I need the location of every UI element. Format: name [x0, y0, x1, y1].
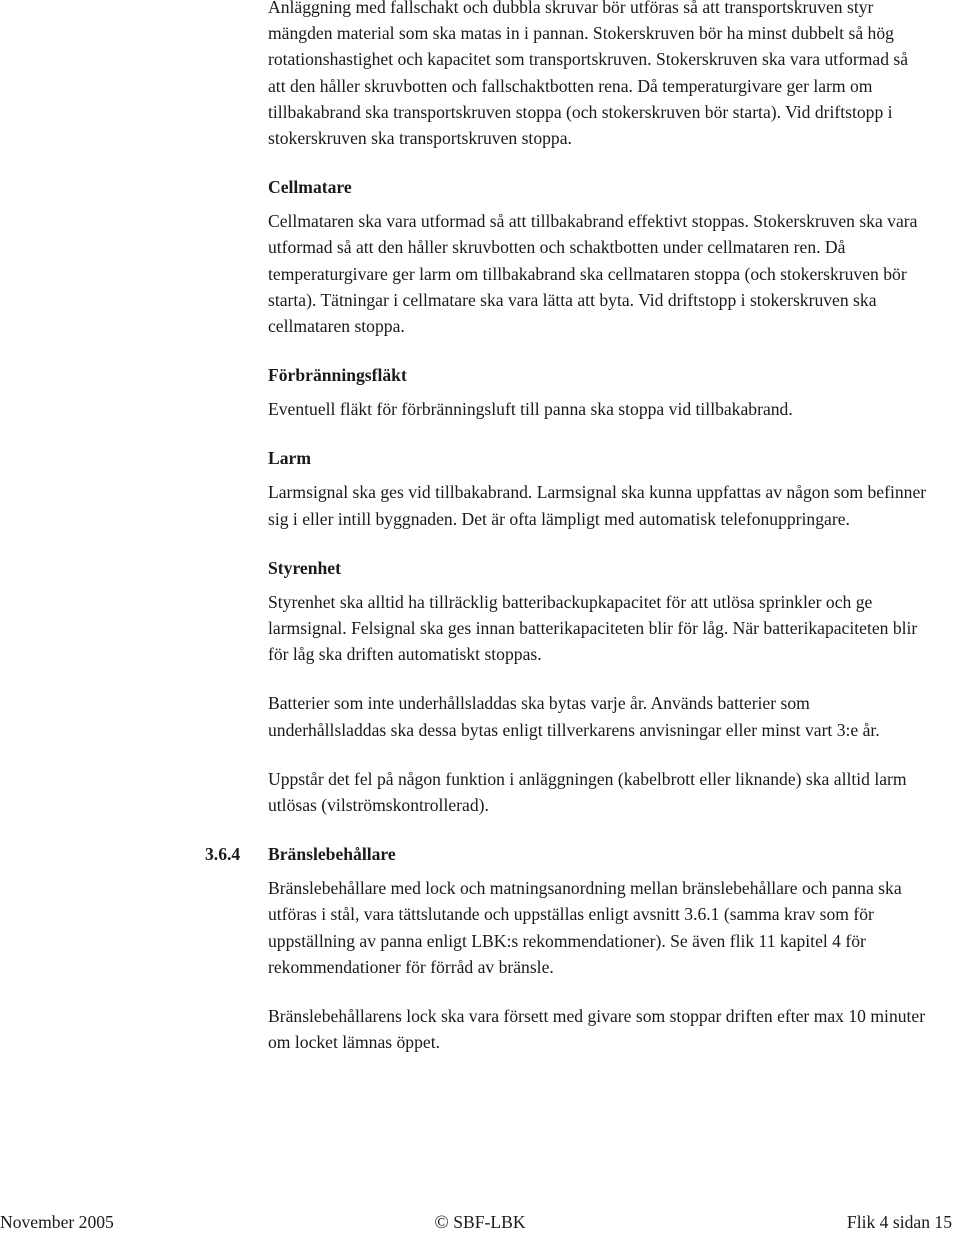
forbranningsflakt-heading: Förbränningsfläkt [268, 365, 407, 386]
styrenhet-paragraph-1: Styrenhet ska alltid ha tillräcklig batteribackupkapacitet för att utlösa sprinkler och ge larmsignal. Felsignal ska ges innan batterikapaciteten blir för låg. När batterikapaciteten blir för låg ska driften automatiskt stoppas. [268, 591, 918, 665]
styrenhet-heading: Styrenhet [268, 557, 341, 578]
larm-paragraph: Larmsignal ska ges vid tillbakabrand. Larmsignal ska kunna uppfattas av någon som befinner sig i eller intill byggnaden. Det är ofta lämpligt med automatisk telefonuppringare. [268, 482, 927, 529]
page-footer [0, 1210, 960, 1236]
larm-heading: Larm [268, 448, 311, 469]
document-body [268, 0, 928, 1078]
intro-paragraph: Anläggning med fallschakt och dubbla skruvar bör utföras så att transportskruven styr mängden material som ska matas in i pannan. Stokerskruven bör ha minst dubbelt så hög rotationshastighet och kapacitet som transportskruven. Stokerskruven ska vara utformad så att den håller skruvbotten och fallschaktbotten rena. Då temperaturgivare ger larm om tillbakabrand ska transportskruven stoppa (och stokerskruven bör starta). Vid driftstopp i stokerskruven ska transportskruven stoppa. [268, 0, 909, 149]
cellmatare-paragraph: Cellmataren ska vara utformad så att tillbakabrand effektivt stoppas. Stokerskruven ska vara utformad så att den håller skruvbotten och schaktbotten under cellmataren ren. Då temperaturgivare ger larm om tillbakabrand ska cellmataren stoppa (och stokerskruven bör starta). Tätningar i cellmatare ska vara lätta att byta. Vid driftstopp i stokerskruven ska cellmataren stoppa. [268, 211, 918, 337]
footer-date: November 2005 [0, 1212, 114, 1232]
cellmatare-heading: Cellmatare [268, 177, 352, 198]
footer-publisher-name: SBF-LBK [453, 1212, 526, 1232]
forbranningsflakt-paragraph: Eventuell fläkt för förbränningsluft till panna ska stoppa vid tillbakabrand. [268, 399, 793, 420]
section-number: 3.6.4 [205, 844, 241, 865]
bransle-paragraph-1: Bränslebehållare med lock och matningsanordning mellan bränslebehållare och panna ska utföras i stål, vara tättslutande och uppställas enligt avsnitt 3.6.1 (samma krav som för uppställning av panna enligt LBK:s rekommendationer). Se även flik 11 kapitel 4 för rekommendationer för förråd av bränsle. [268, 878, 902, 977]
styrenhet-paragraph-3: Uppstår det fel på någon funktion i anläggningen (kabelbrott eller liknande) ska alltid larm utlösas (vilströmskontrollerad). [268, 768, 907, 816]
section-title: Bränslebehållare [268, 844, 396, 865]
footer-page-number: Flik 4 sidan 15 [846, 1212, 952, 1232]
bransle-paragraph-2: Bränslebehållarens lock ska vara försett med givare som stoppar driften efter max 10 minuter om locket lämnas öppet. [268, 1006, 926, 1053]
footer-publisher [0, 1210, 960, 1235]
copyright-icon: © [434, 1212, 449, 1233]
styrenhet-paragraph-2: Batterier som inte underhållsladdas ska bytas varje år. Används batterier som underhållsladdas ska dessa bytas enligt tillverkarens anvisningar eller minst vart 3:e år. [268, 693, 880, 740]
